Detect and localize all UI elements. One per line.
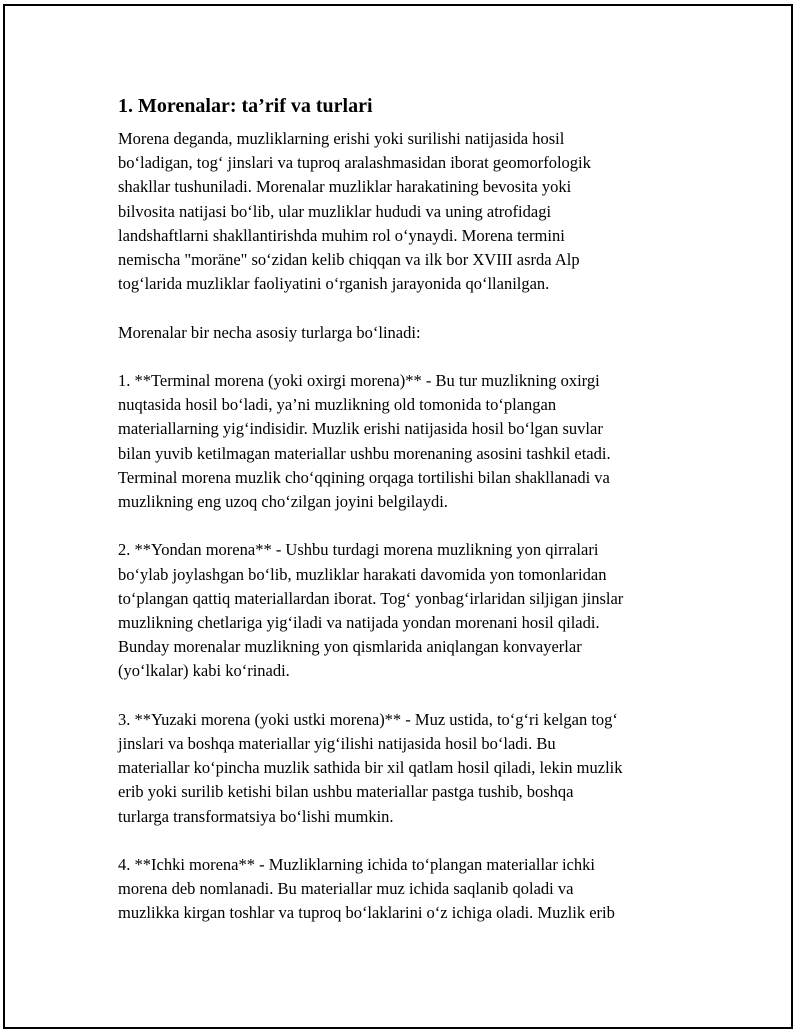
text-line: Bunday morenalar muzlikning yon qismlarida aniqlangan konvayerlar	[118, 637, 582, 657]
text-line: 3. **Yuzaki morena (yoki ustki morena)** - Muz ustida, to‘g‘ri kelgan tog‘	[118, 709, 618, 729]
paragraph-internal-moraine	[118, 853, 688, 926]
text-line: 4. **Ichki morena** - Muzliklarning ichida to‘plangan materiallar ichki	[118, 855, 595, 875]
text-line: muzlikning eng uzoq cho‘zilgan joyini belgilaydi.	[118, 492, 448, 512]
paragraph-definition	[118, 127, 688, 296]
text-line: landshaftlarni shakllantirishda muhim rol o‘ynaydi. Morena termini	[118, 225, 565, 245]
text-line: 1. **Terminal morena (yoki oxirgi morena)** - Bu tur muzlikning oxirgi	[118, 371, 600, 390]
text-line: jinslari va boshqa materiallar yig‘ilishi natijasida hosil bo‘ladi. Bu	[118, 734, 556, 754]
paragraph-lateral-moraine	[118, 538, 688, 683]
paragraph-intro-types	[118, 321, 688, 345]
text-line: Morenalar bir necha asosiy turlarga bo‘linadi:	[118, 322, 421, 342]
text-line: erib yoki surilib ketishi bilan ushbu materiallar pastga tushib, boshqa	[118, 782, 574, 802]
paragraph-surface-moraine	[118, 708, 688, 829]
text-line: bilan yuvib ketilmagan materiallar ushbu morenaning asosini tashkil etadi.	[118, 443, 611, 463]
text-line: muzlikka kirgan toshlar va tuproq bo‘laklarini o‘z ichiga oladi. Muzlik erib	[118, 903, 615, 923]
text-line: (yo‘lkalar) kabi ko‘rinadi.	[118, 661, 290, 681]
document-body	[118, 93, 688, 950]
text-line: bo‘ylab joylashgan bo‘lib, muzliklar harakati davomida yon tomonlaridan	[118, 564, 607, 584]
text-line: nemischa "moräne" so‘zidan kelib chiqqan va ilk bor XVIII asrda Alp	[118, 250, 580, 270]
text-line: 2. **Yondan morena** - Ushbu turdagi morena muzlikning yon qirralari	[118, 540, 599, 560]
text-line: bo‘ladigan, tog‘ jinslari va tuproq aralashmasidan iborat geomorfologik	[118, 153, 591, 173]
section-heading: 1. Morenalar: ta’rif va turlari	[118, 95, 373, 117]
text-line: turlarga transformatsiya bo‘lishi mumkin.	[118, 806, 394, 826]
text-line: tog‘larida muzliklar faoliyatini o‘rganish jarayonida qo‘llanilgan.	[118, 274, 550, 294]
text-line: shakllar tushuniladi. Morenalar muzliklar harakatining bevosita yoki	[118, 177, 572, 197]
paragraph-terminal-moraine	[118, 369, 688, 514]
text-line: to‘plangan qattiq materiallardan iborat. Tog‘ yonbag‘irlaridan siljigan jinslar	[118, 588, 624, 608]
text-line: muzlikning chetlariga yig‘iladi va natijada yondan morenani hosil qiladi.	[118, 613, 600, 633]
text-line: materiallar ko‘pincha muzlik sathida bir xil qatlam hosil qiladi, lekin muzlik	[118, 758, 623, 778]
text-line: bilvosita natijasi bo‘lib, ular muzliklar hududi va uning atrofidagi	[118, 201, 552, 221]
text-line: Terminal morena muzlik cho‘qqining orqaga tortilishi bilan shakllanadi va	[118, 467, 610, 487]
text-line: morena deb nomlanadi. Bu materiallar muz ichida saqlanib qoladi va	[118, 879, 574, 899]
text-line: nuqtasida hosil bo‘ladi, ya’ni muzlikning old tomonida to‘plangan	[118, 395, 557, 415]
text-line: Morena deganda, muzliklarning erishi yoki surilishi natijasida hosil	[118, 129, 565, 148]
text-line: materiallarning yig‘indisidir. Muzlik erishi natijasida hosil bo‘lgan suvlar	[118, 419, 603, 439]
